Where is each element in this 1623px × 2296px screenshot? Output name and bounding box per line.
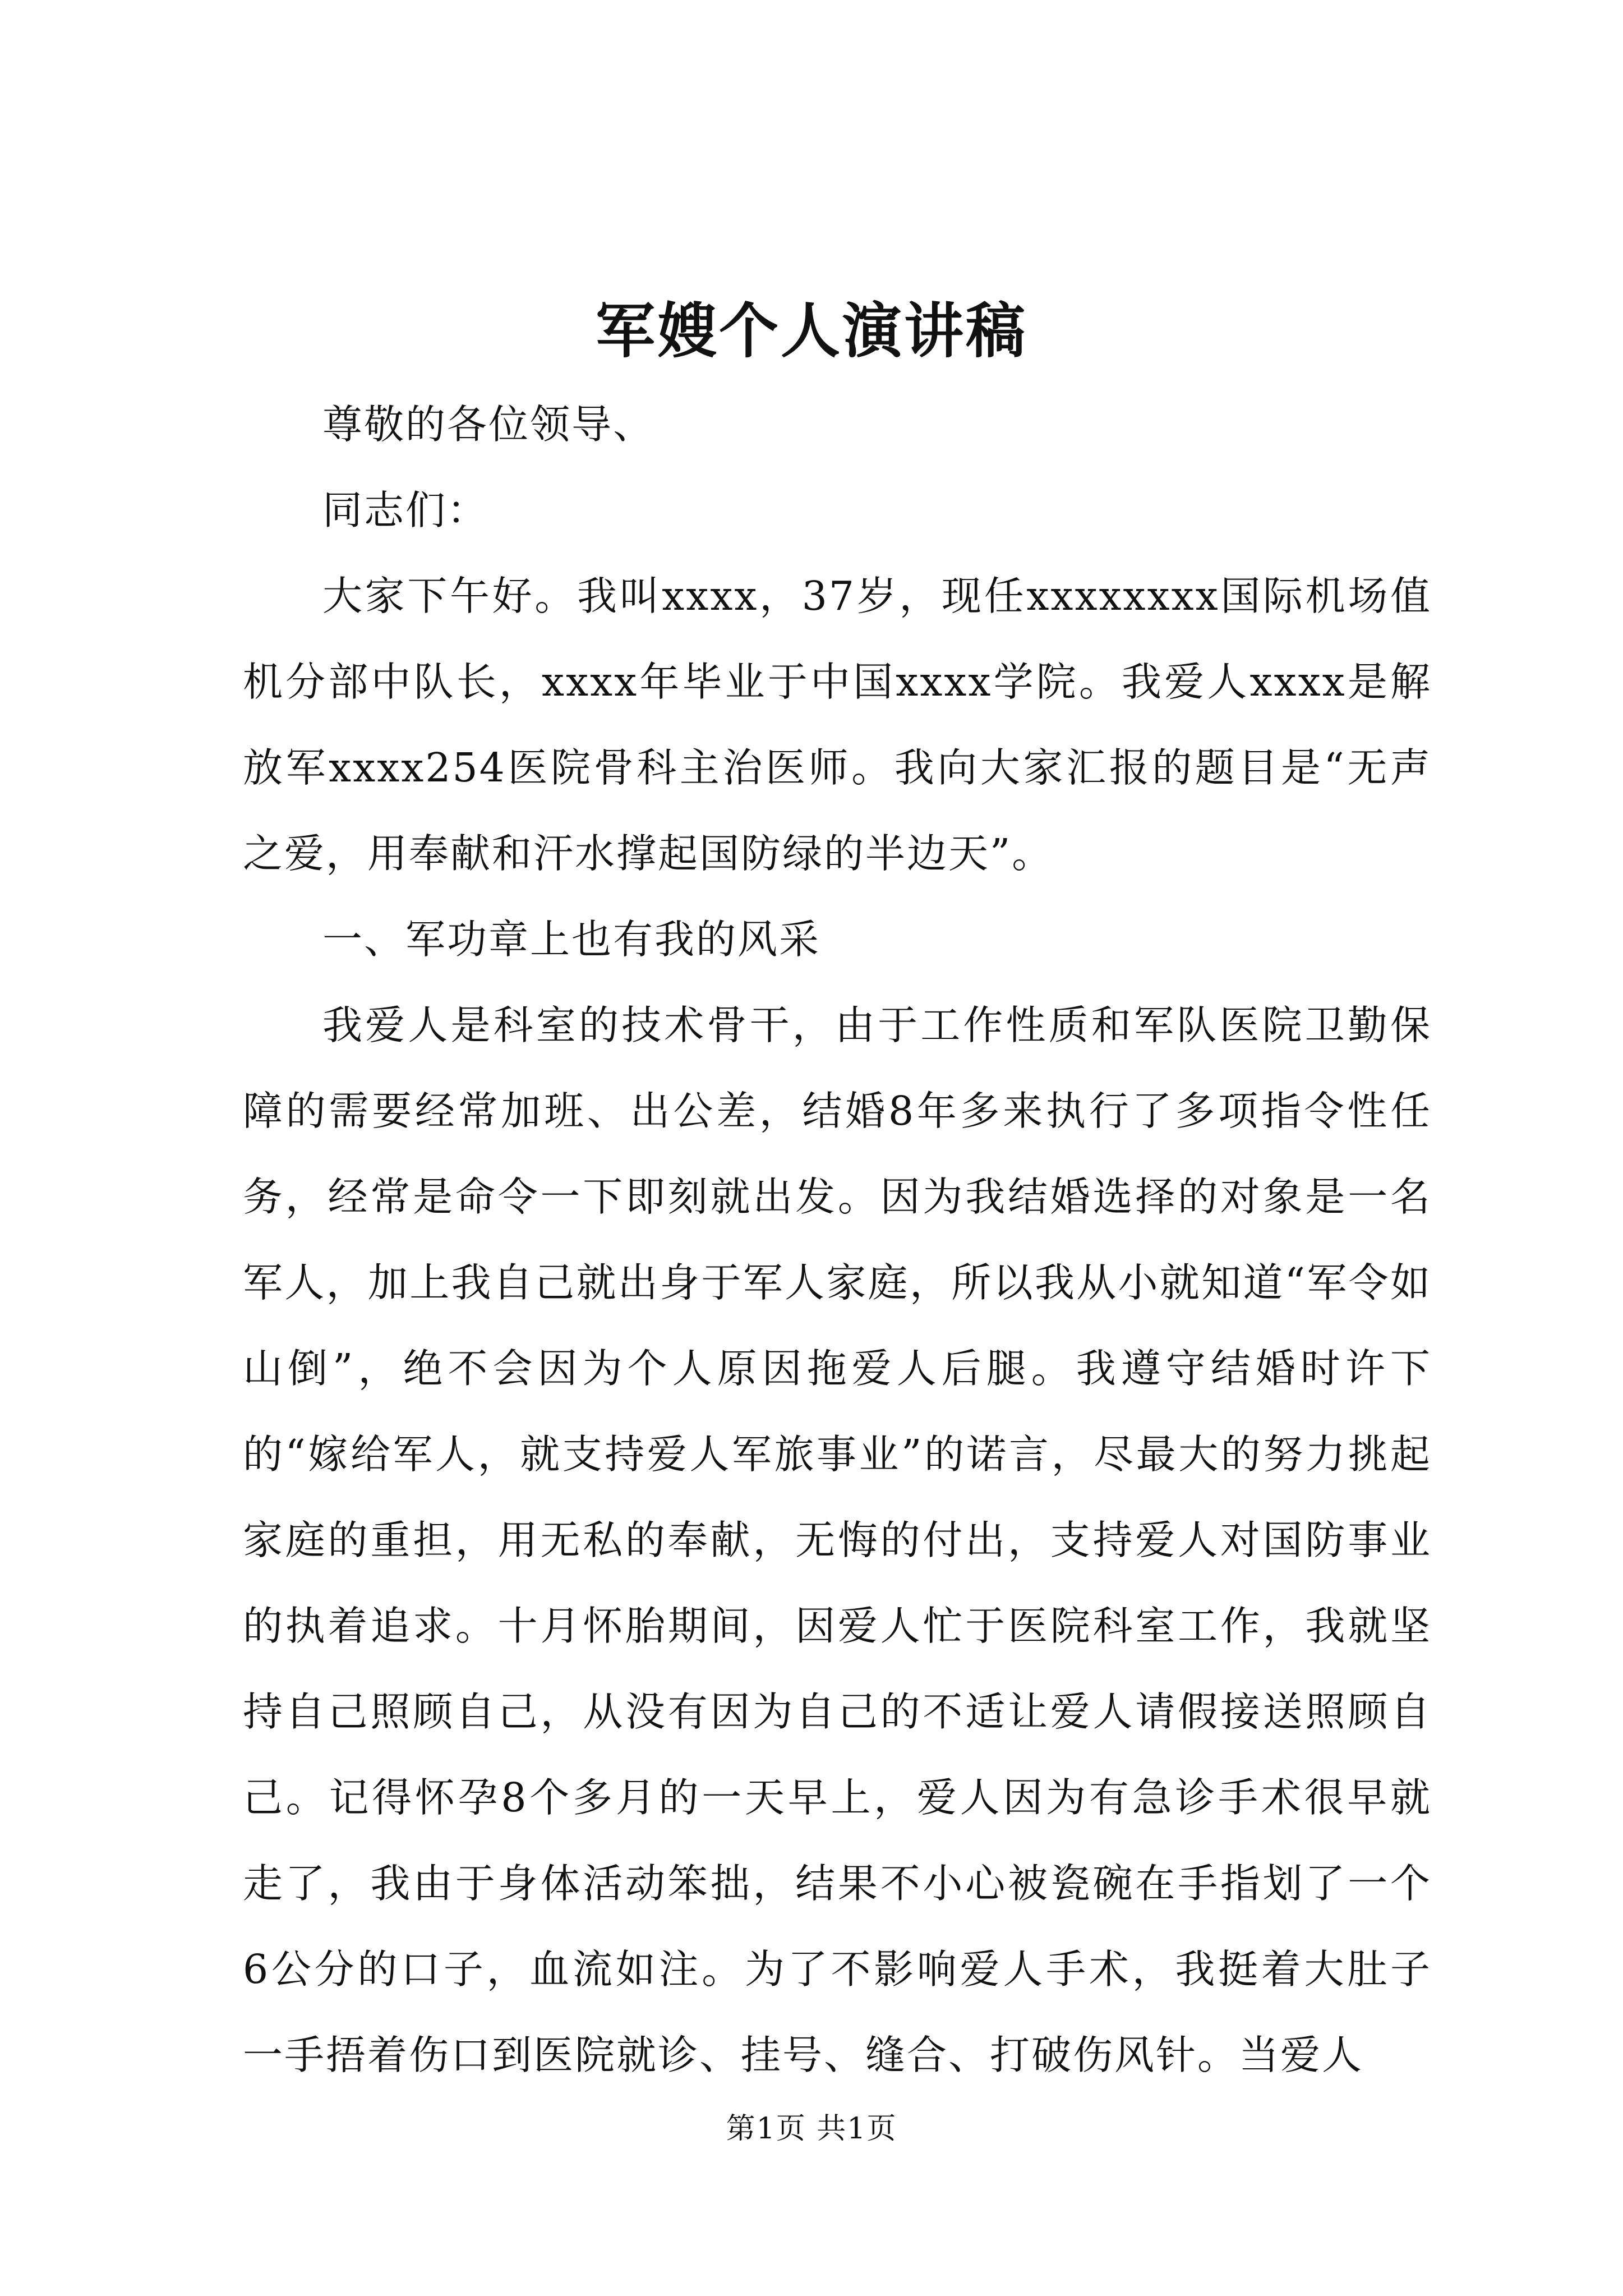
salutation-line-2: 同志们： xyxy=(322,487,489,533)
document-title: 军嫂个人演讲稿 xyxy=(596,296,1027,366)
salutation-line-1: 尊敬的各位领导、 xyxy=(322,401,655,448)
page-footer: 第1页 共1页 xyxy=(726,2112,897,2146)
document-body xyxy=(243,381,1432,2098)
body-paragraph: 我爱人是科室的技术骨干，由于工作性质和军队医院卫勤保障的需要经常加班、出公差，结婚8年多来执行了多项指令性任务，经常是命令一下即刻就出发。因为我结婚选择的对象是一名军人，加上我自己就出身于军人家庭，所以我从小就知道“军令如山倒”，绝不会因为个人原因拖爱人后腿。我遵守结婚时许下的“嫁给军人，就支持爱人军旅事业”的诺言，尽最大的努力挑起家庭的重担，用无私的奉献，无悔的付出，支持爱人对国防事业的执着追求。十月怀胎期间，因爱人忙于医院科室工作，我就坚持自己照顾自己，从没有因为自己的不适让爱人请假接送照顾自己。记得怀孕8个多月的一天早上，爱人因为有急诊手术很早就走了，我由于身体活动笨拙，结果不小心被瓷碗在手指划了一个6公分的口子，血流如注。为了不影响爱人手术，我挺着大肚子一手捂着伤口到医院就诊、挂号、缝合、打破伤风针。当爱人 xyxy=(243,1002,1432,2078)
intro-paragraph: 大家下午好。我叫xxxx，37岁，现任xxxxxxxx国际机场值机分部中队长，xxxx年毕业于中国xxxx学院。我爱人xxxx是解放军xxxx254医院骨科主治医师。我向大家汇报的题目是“无声之爱，用奉献和汗水撑起国防绿的半边天”。 xyxy=(243,573,1432,877)
section-heading: 一、军功章上也有我的风采 xyxy=(322,916,821,963)
